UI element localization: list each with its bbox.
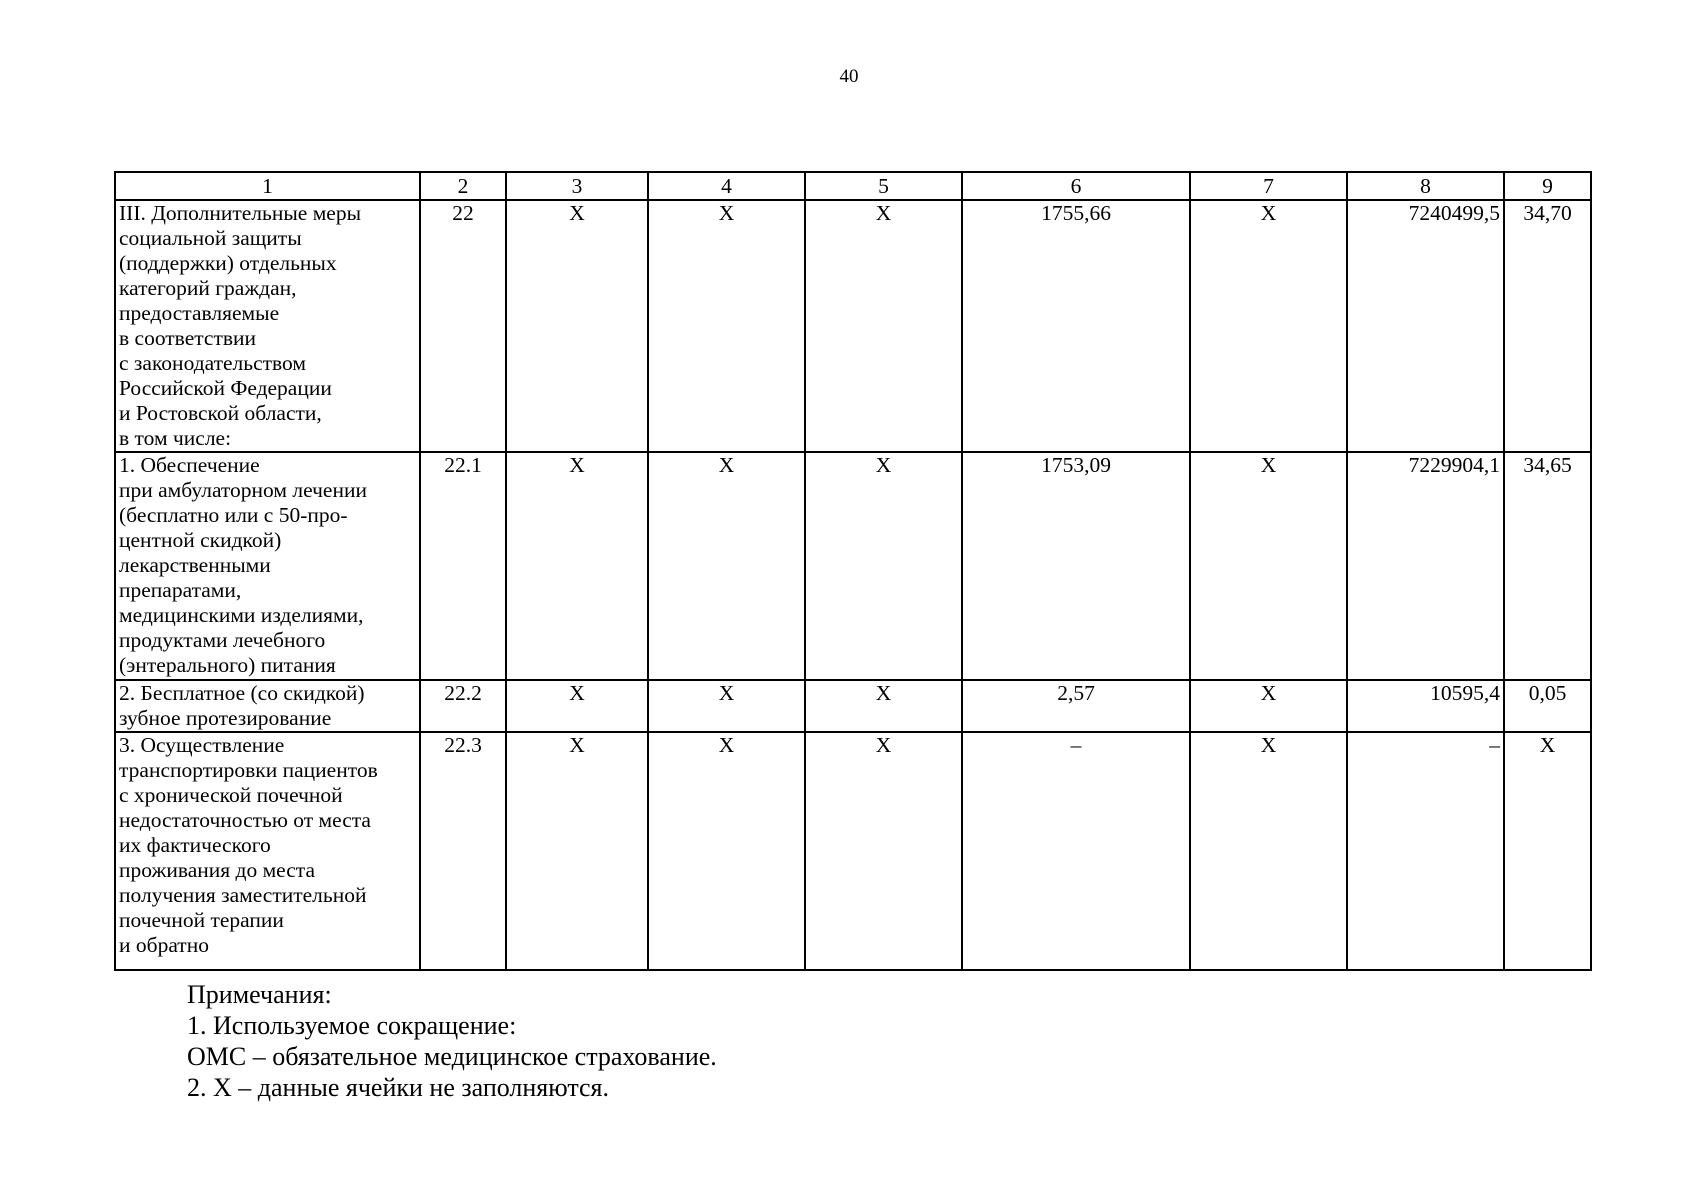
table-cell: Х xyxy=(1190,732,1347,970)
table-cell: Х xyxy=(1190,680,1347,732)
row-label-cell: 1. Обеспечение при амбулаторном лечении (бесплатно или с 50-про- центной скидкой) лекарственными препаратами, медицинскими изделиями, продуктами лечебного (энтерального) питания xyxy=(115,452,420,680)
row-code-cell: 22.3 xyxy=(420,732,506,970)
table-cell: Х xyxy=(648,200,805,452)
table-row xyxy=(115,732,1591,970)
table-cell: Х xyxy=(648,680,805,732)
table-cell: 34,65 xyxy=(1504,452,1591,680)
column-header: 1 xyxy=(115,172,420,200)
notes-title: Примечания: xyxy=(187,980,332,1009)
column-header: 8 xyxy=(1347,172,1504,200)
column-header: 5 xyxy=(805,172,962,200)
column-header: 7 xyxy=(1190,172,1347,200)
table-cell: Х xyxy=(805,732,962,970)
table-cell: Х xyxy=(805,680,962,732)
table-cell: 34,70 xyxy=(1504,200,1591,452)
note-line: ОМС – обязательное медицинское страхование. xyxy=(187,1042,717,1071)
table-cell: Х xyxy=(648,452,805,680)
row-code-cell: 22 xyxy=(420,200,506,452)
table-cell: 1753,09 xyxy=(962,452,1190,680)
table-cell: Х xyxy=(506,452,648,680)
table-cell: – xyxy=(962,732,1190,970)
row-label-cell: III. Дополнительные меры социальной защиты (поддержки) отдельных категорий граждан, предоставляемые в соответствии с законодательством Российской Федерации и Ростовской области, в том числе: xyxy=(115,200,420,452)
table-cell: Х xyxy=(1190,200,1347,452)
note-line: 1. Используемое сокращение: xyxy=(187,1011,517,1040)
table-cell: Х xyxy=(506,680,648,732)
row-code-cell: 22.1 xyxy=(420,452,506,680)
row-code-cell: 22.2 xyxy=(420,680,506,732)
notes-section xyxy=(187,979,717,1103)
row-label-cell: 2. Бесплатное (со скидкой) зубное протезирование xyxy=(115,680,420,732)
table-row xyxy=(115,452,1591,680)
table-cell: Х xyxy=(648,732,805,970)
column-header: 2 xyxy=(420,172,506,200)
table-cell: Х xyxy=(805,200,962,452)
table-cell: Х xyxy=(1190,452,1347,680)
table-header-row xyxy=(115,172,1591,200)
table-cell: 2,57 xyxy=(962,680,1190,732)
table-cell: 10595,4 xyxy=(1347,680,1504,732)
table-cell: Х xyxy=(805,452,962,680)
column-header: 3 xyxy=(506,172,648,200)
table-cell: Х xyxy=(506,200,648,452)
column-header: 6 xyxy=(962,172,1190,200)
data-table xyxy=(114,171,1592,971)
table-row xyxy=(115,680,1591,732)
table-cell: Х xyxy=(506,732,648,970)
column-header: 4 xyxy=(648,172,805,200)
table-cell: – xyxy=(1347,732,1504,970)
row-label-cell: 3. Осуществление транспортировки пациентов с хронической почечной недостаточностью от места их фактического проживания до места получения заместительной почечной терапии и обратно xyxy=(115,732,420,970)
table-cell: 0,05 xyxy=(1504,680,1591,732)
table-cell: Х xyxy=(1504,732,1591,970)
table-cell: 1755,66 xyxy=(962,200,1190,452)
table-cell: 7240499,5 xyxy=(1347,200,1504,452)
page-number: 40 xyxy=(839,66,859,87)
note-line: 2. Х – данные ячейки не заполняются. xyxy=(187,1073,610,1102)
column-header: 9 xyxy=(1504,172,1591,200)
table-row xyxy=(115,200,1591,452)
table-cell: 7229904,1 xyxy=(1347,452,1504,680)
